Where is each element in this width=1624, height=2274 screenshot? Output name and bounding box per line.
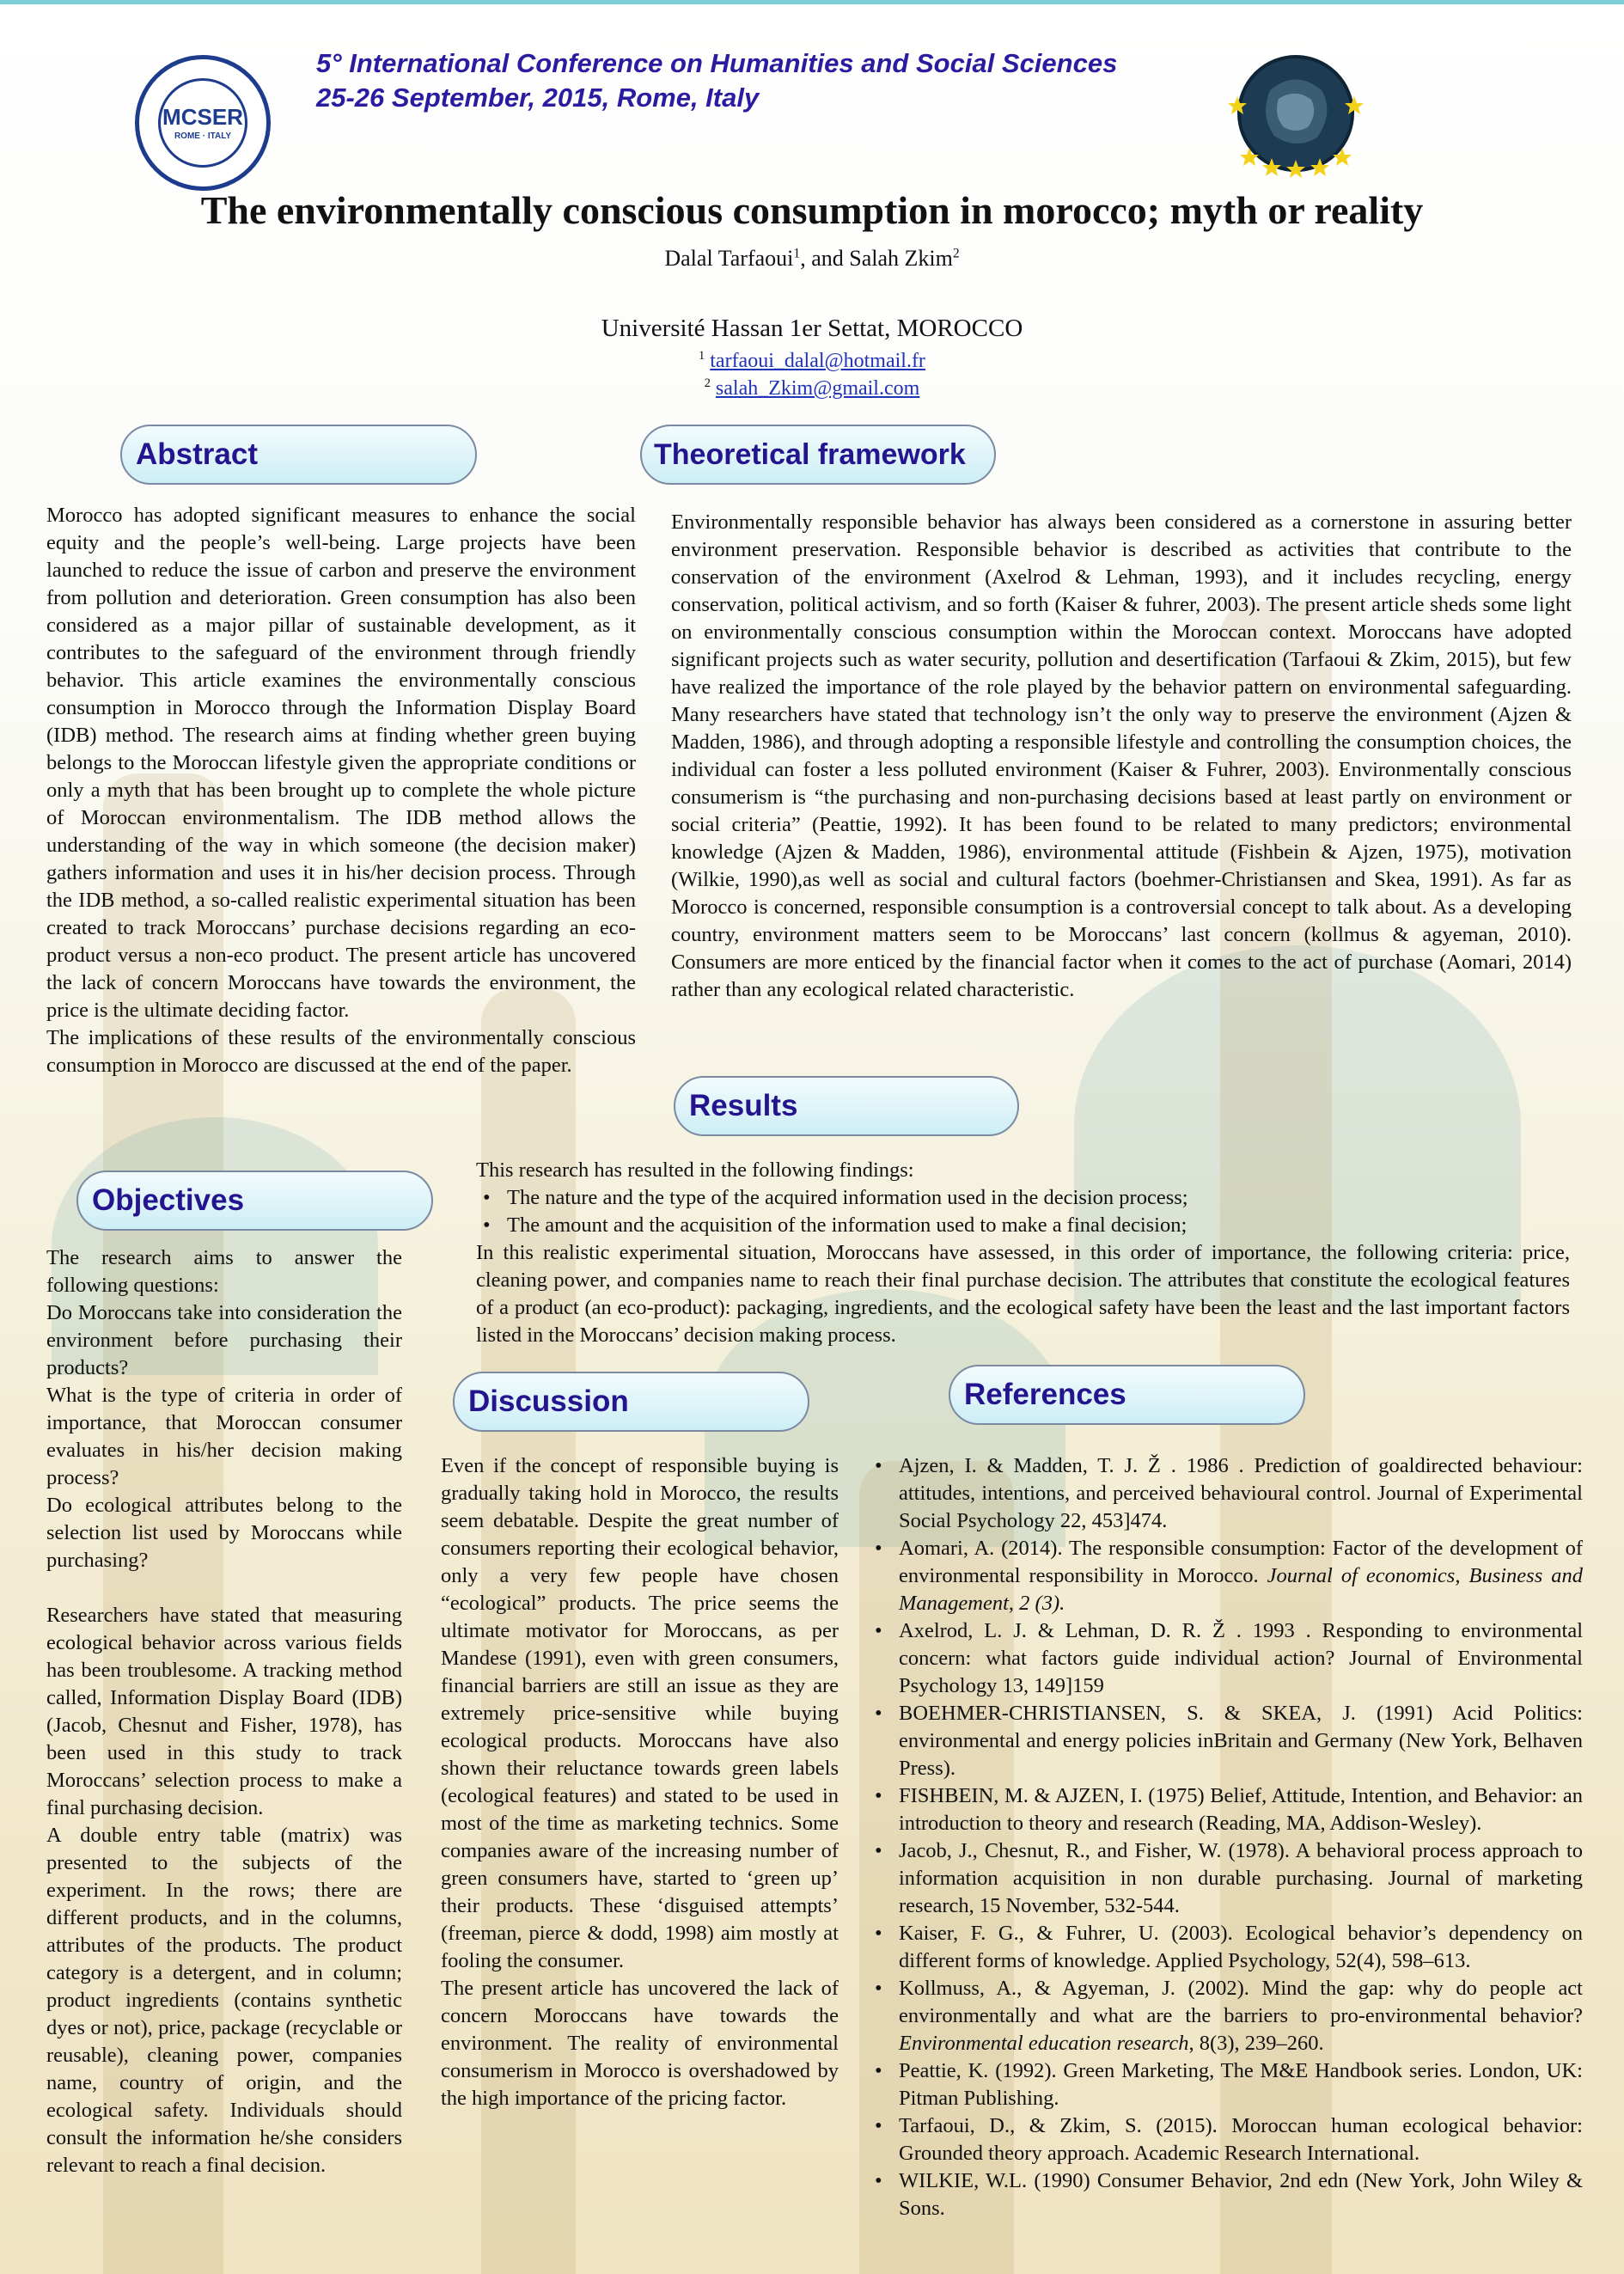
email-2: $^2$ salah_Zkim@gmail.com xyxy=(704,376,920,400)
affiliation: Université Hassan 1er Settat, MOROCCO xyxy=(601,315,1023,342)
theory-heading: Theoretical framework xyxy=(640,425,996,485)
mcser-logo: MCSER ROME · ITALY xyxy=(135,55,271,191)
results-heading: Results xyxy=(674,1076,1019,1136)
paper-title: The environmentally conscious consumption in morocco; myth or reality xyxy=(200,188,1424,232)
references-heading: References xyxy=(949,1365,1305,1425)
abstract-heading: Abstract xyxy=(120,425,477,485)
references-body xyxy=(868,1452,1583,2222)
reference-item: • Ajzen, I. & Madden, T. J. Ž . 1986 . Prediction of goaldirected behaviour: attitudes, intentions, and perceived behavioural control. Journal of Experimental Social Psychology 22, 453]474. xyxy=(868,1452,1583,1535)
email-link-1[interactable]: tarfaoui_dalal@hotmail.fr xyxy=(710,350,925,372)
objectives-body: The research aims to answer the following questions: Do Moroccans take into consideration the environment before purchasing their products? What is the type of criteria in order of importance, that Moroccan consumer evaluates in his/her decision making process? Do ecological attributes belong to the selection list used by Moroccans while purchasing? Researchers have stated that measuring ecological behavior across various fields has been troublesome. A tracking method called, Information Display Board (IDB) (Jacob, Chesnut and Fisher, 1978), has been used in this study to track Moroccans’ selection process to make a final purchasing decision. A double entry table (matrix) was presented to the subjects of the experiment. In the rows; there are different products, and in the columns, attributes of the products. The product category is a detergent, and in column; product ingredients (contains synthetic dyes or not), price, package (recyclable or reusable), cleaning power, companies name, country of origin, and the ecological safety. Individuals should consult the information he/she considers relevant to reach a final decision. xyxy=(46,1246,402,2177)
theory-body: Environmentally responsible behavior has always been considered as a cornerstone in assuring better environment preservation. Responsible behavior is described as activities that contribute to the conservation of the environment (Axelrod & Lehman, 1993), and it includes recycling, energy conservation, political activism, and so forth (Kaiser & fuhrer, 2003). The present article sheds some light on environmentally conscious consumption within the Moroccan context. Moroccans have adopted significant projects such as water security, pollution and desertification (Tarfaoui & Zkim, 2015), but few have realized the importance of the role played by the behavior pattern on environmental safeguarding. Many researchers have stated that technology isn’t the only way to preserve the environment (Ajzen & Madden, 1986), and through adopting a responsible lifestyle and controlling the consumption choices, the individual can foster a less polluted environment (Kaiser & Fuhrer, 2003). Environmentally conscious consumerism is “the purchasing and non-purchasing decisions based at least partly on environment or social criteria” (Peattie, 1992). It has been found to be related to many predictors; environmental knowledge (Ajzen & Madden, 1986), environmental attitude (Fishbein & Ajzen, 1975), motivation (Wilkie, 1990),as well as social and cultural factors (boehmer-Christiansen and Skea, 1991). As far as Morocco is concerned, responsible consumption is a controversial concept to talk about. As a developing country, environment matters seem to be Moroccans’ last concern (kollmus & agyeman, 2010). Consumers are more enticed by the financial factor when it comes to the act of purchase (Aomari, 2014) rather than any ecological related characteristic. xyxy=(671,510,1572,1001)
discussion-heading: Discussion xyxy=(453,1372,809,1432)
reference-item: • BOEHMER-CHRISTIANSEN, S. & SKEA, J. (1991) Acid Politics: environmental and energy policies inBritain and Germany (New York, Belhaven Press). xyxy=(868,1700,1583,1782)
author-line: Dalal Tarfaoui$^1$, and Salah Zkim$^2$ xyxy=(664,246,960,271)
reference-item: • Axelrod, L. J. & Lehman, D. R. Ž . 1993 . Responding to environmental concern: what factors guide individual action? Journal of Environmental Psychology 13, 149]159 xyxy=(868,1617,1583,1700)
reference-item: • WILKIE, W.L. (1990) Consumer Behavior, 2nd edn (New York, John Wiley & Sons. xyxy=(868,2167,1583,2222)
reference-item: • Kollmuss, A., & Agyeman, J. (2002). Mind the gap: why do people act environmentally and what are the barriers to pro-environmental behavior? Environmental education research, 8(3), 239–260. xyxy=(868,1975,1583,2057)
results-bullet: • The amount and the acquisition of the information used to make a final decision; xyxy=(476,1212,1570,1239)
discussion-body: Even if the concept of responsible buying is gradually taking hold in Morocco, the results seem debatable. Despite the great number of consumers reporting their ecological behavior, only a very few people have chosen “ecological” products. The price seems the ultimate motivator for Moroccans, as per Mandese (1991), even with green consumers, financial barriers are still an issue as they are extremely price-sensitive while buying ecological products. Moroccans have also shown their reluctance towards green labels (ecological features) and stated to be used in most of the time as marketing technics. Some companies aware of the increasing number of green consumers have, started to ‘green up’ their products. These ‘disguised attempts’ (freeman, pierce & dodd, 1998) aim mostly at fooling the consumer. The present article has uncovered the lack of concern Moroccans have towards the environment. The reality of environmental consumerism in Morocco is overshadowed by the high importance of the pricing factor. xyxy=(441,1454,839,2110)
abstract-body: Morocco has adopted significant measures to enhance the social equity and the people’s well-being. Large projects have been launched to reduce the issue of carbon and preserve the environment from pollution and deterioration. Green consumption has also been considered as a major pillar of sustainable development, as it contributes to the safeguard of the environment through friendly behavior. This article examines the environmentally conscious consumption in Morocco through the Information Display Board (IDB) method. The research aims at finding whether green buying belongs to the Moroccan lifestyle given the appropriate conditions or only a myth that has been brought up to complete the whole picture of Moroccan environmentalism. The IDB method allows the understanding of the way in which someone (the decision maker) gathers information and uses it in his/her decision process. Through the IDB method, a so-called realistic experimental situation has been created to track Moroccans’ purchase decisions regarding an eco-product versus a non-eco product. The present article has uncovered the lack of concern Moroccans have towards the environment, the price is the ultimate deciding factor. The implications of these results of the environmentally conscious consumption in Morocco are discussed at the end of the paper. xyxy=(46,504,636,1077)
reference-item: • Jacob, J., Chesnut, R., and Fisher, W. (1978). A behavioral process approach to information acquisition in non durable purchasing. Journal of marketing research, 15 November, 532-544. xyxy=(868,1837,1583,1920)
reference-item: • Aomari, A. (2014). The responsible consumption: Factor of the development of environmental responsibility in Morocco. Journal of economics, Business and Management, 2 (3). xyxy=(868,1535,1583,1617)
reference-item: • Kaiser, F. G., & Fuhrer, U. (2003). Ecological behavior’s dependency on different forms of knowledge. Applied Psychology, 52(4), 598–613. xyxy=(868,1920,1583,1975)
objectives-heading: Objectives xyxy=(76,1171,433,1231)
results-bullet: • The nature and the type of the acquired information used in the decision process; xyxy=(476,1184,1570,1212)
email-1: $^1$ tarfaoui_dalal@hotmail.fr xyxy=(699,349,925,372)
results-body: This research has resulted in the following findings: • The nature and the type of the acquired information used in the decision process; • The amount and the acquisition of the information used to make a final decision; In this realistic experimental situation, Moroccans have assessed, in this order of importance, the following criteria: price, cleaning power, and companies name to reach their final purchase decision. The attributes that constitute the ecological features of a product (an eco-product): packaging, ingredients, and the ecological safety have been the least and the last important factors listed in the Moroccans’ decision making process. xyxy=(476,1157,1570,1349)
reference-item: • FISHBEIN, M. & AJZEN, I. (1975) Belief, Attitude, Intention, and Behavior: an introduction to theory and research (Reading, MA, Addison-Wesley). xyxy=(868,1782,1583,1837)
conference-name: 5° International Conference on Humanities and Social Sciences xyxy=(316,48,1118,78)
europe-globe-logo xyxy=(1218,52,1373,180)
email-link-2[interactable]: salah_Zkim@gmail.com xyxy=(715,377,920,400)
conference-date: 25-26 September, 2015, Rome, Italy xyxy=(316,83,760,113)
reference-item: • Peattie, K. (1992). Green Marketing, The M&E Handbook series. London, UK: Pitman Publishing. xyxy=(868,2057,1583,2112)
reference-item: • Tarfaoui, D., & Zkim, S. (2015). Moroccan human ecological behavior: Grounded theory approach. Academic Research International. xyxy=(868,2112,1583,2167)
